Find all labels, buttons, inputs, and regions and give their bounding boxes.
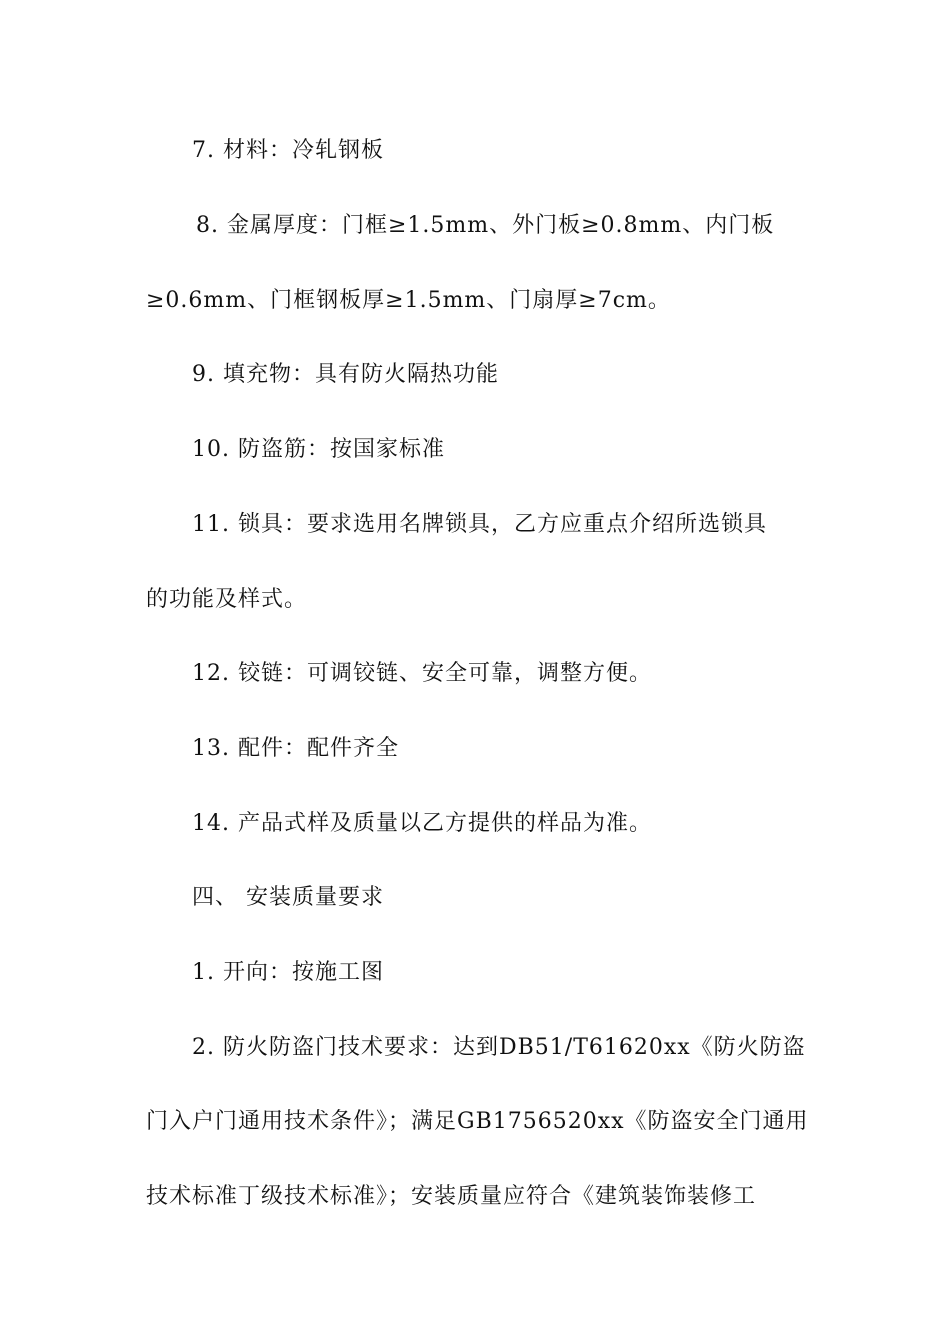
item-9-filler: 9. 填充物：具有防火隔热功能 (192, 362, 499, 387)
install-item-2-technical-requirements: 2. 防火防盗门技术要求：达到DB51/T61620xx《防火防盗 (192, 1035, 806, 1060)
install-item-2-continuation-2: 技术标准丁级技术标准》；安装质量应符合《建筑装饰装修工 (146, 1184, 757, 1209)
install-item-2-continuation-1: 门入户门通用技术条件》；满足GB1756520xx《防盗安全门通用 (146, 1109, 809, 1134)
item-10-anti-theft-bar: 10. 防盗筋：按国家标准 (192, 437, 445, 462)
item-7-material: 7. 材料：冷轧钢板 (192, 138, 384, 163)
item-11-lock: 11. 锁具：要求选用名牌锁具，乙方应重点介绍所选锁具 (192, 512, 767, 537)
item-11-continuation: 的功能及样式。 (146, 587, 308, 612)
install-item-1-direction: 1. 开向：按施工图 (192, 960, 384, 985)
item-14-product-style: 14. 产品式样及质量以乙方提供的样品为准。 (192, 811, 652, 836)
item-8-continuation: ≥0.6mm、门框钢板厚≥1.5mm、门扇厚≥7cm。 (146, 288, 671, 313)
item-8-metal-thickness: 8. 金属厚度：门框≥1.5mm、外门板≥0.8mm、内门板 (196, 213, 775, 238)
item-13-accessories: 13. 配件：配件齐全 (192, 736, 399, 761)
item-12-hinge: 12. 铰链：可调铰链、安全可靠，调整方便。 (192, 661, 652, 686)
section-heading-installation-quality: 四、 安装质量要求 (192, 885, 384, 910)
